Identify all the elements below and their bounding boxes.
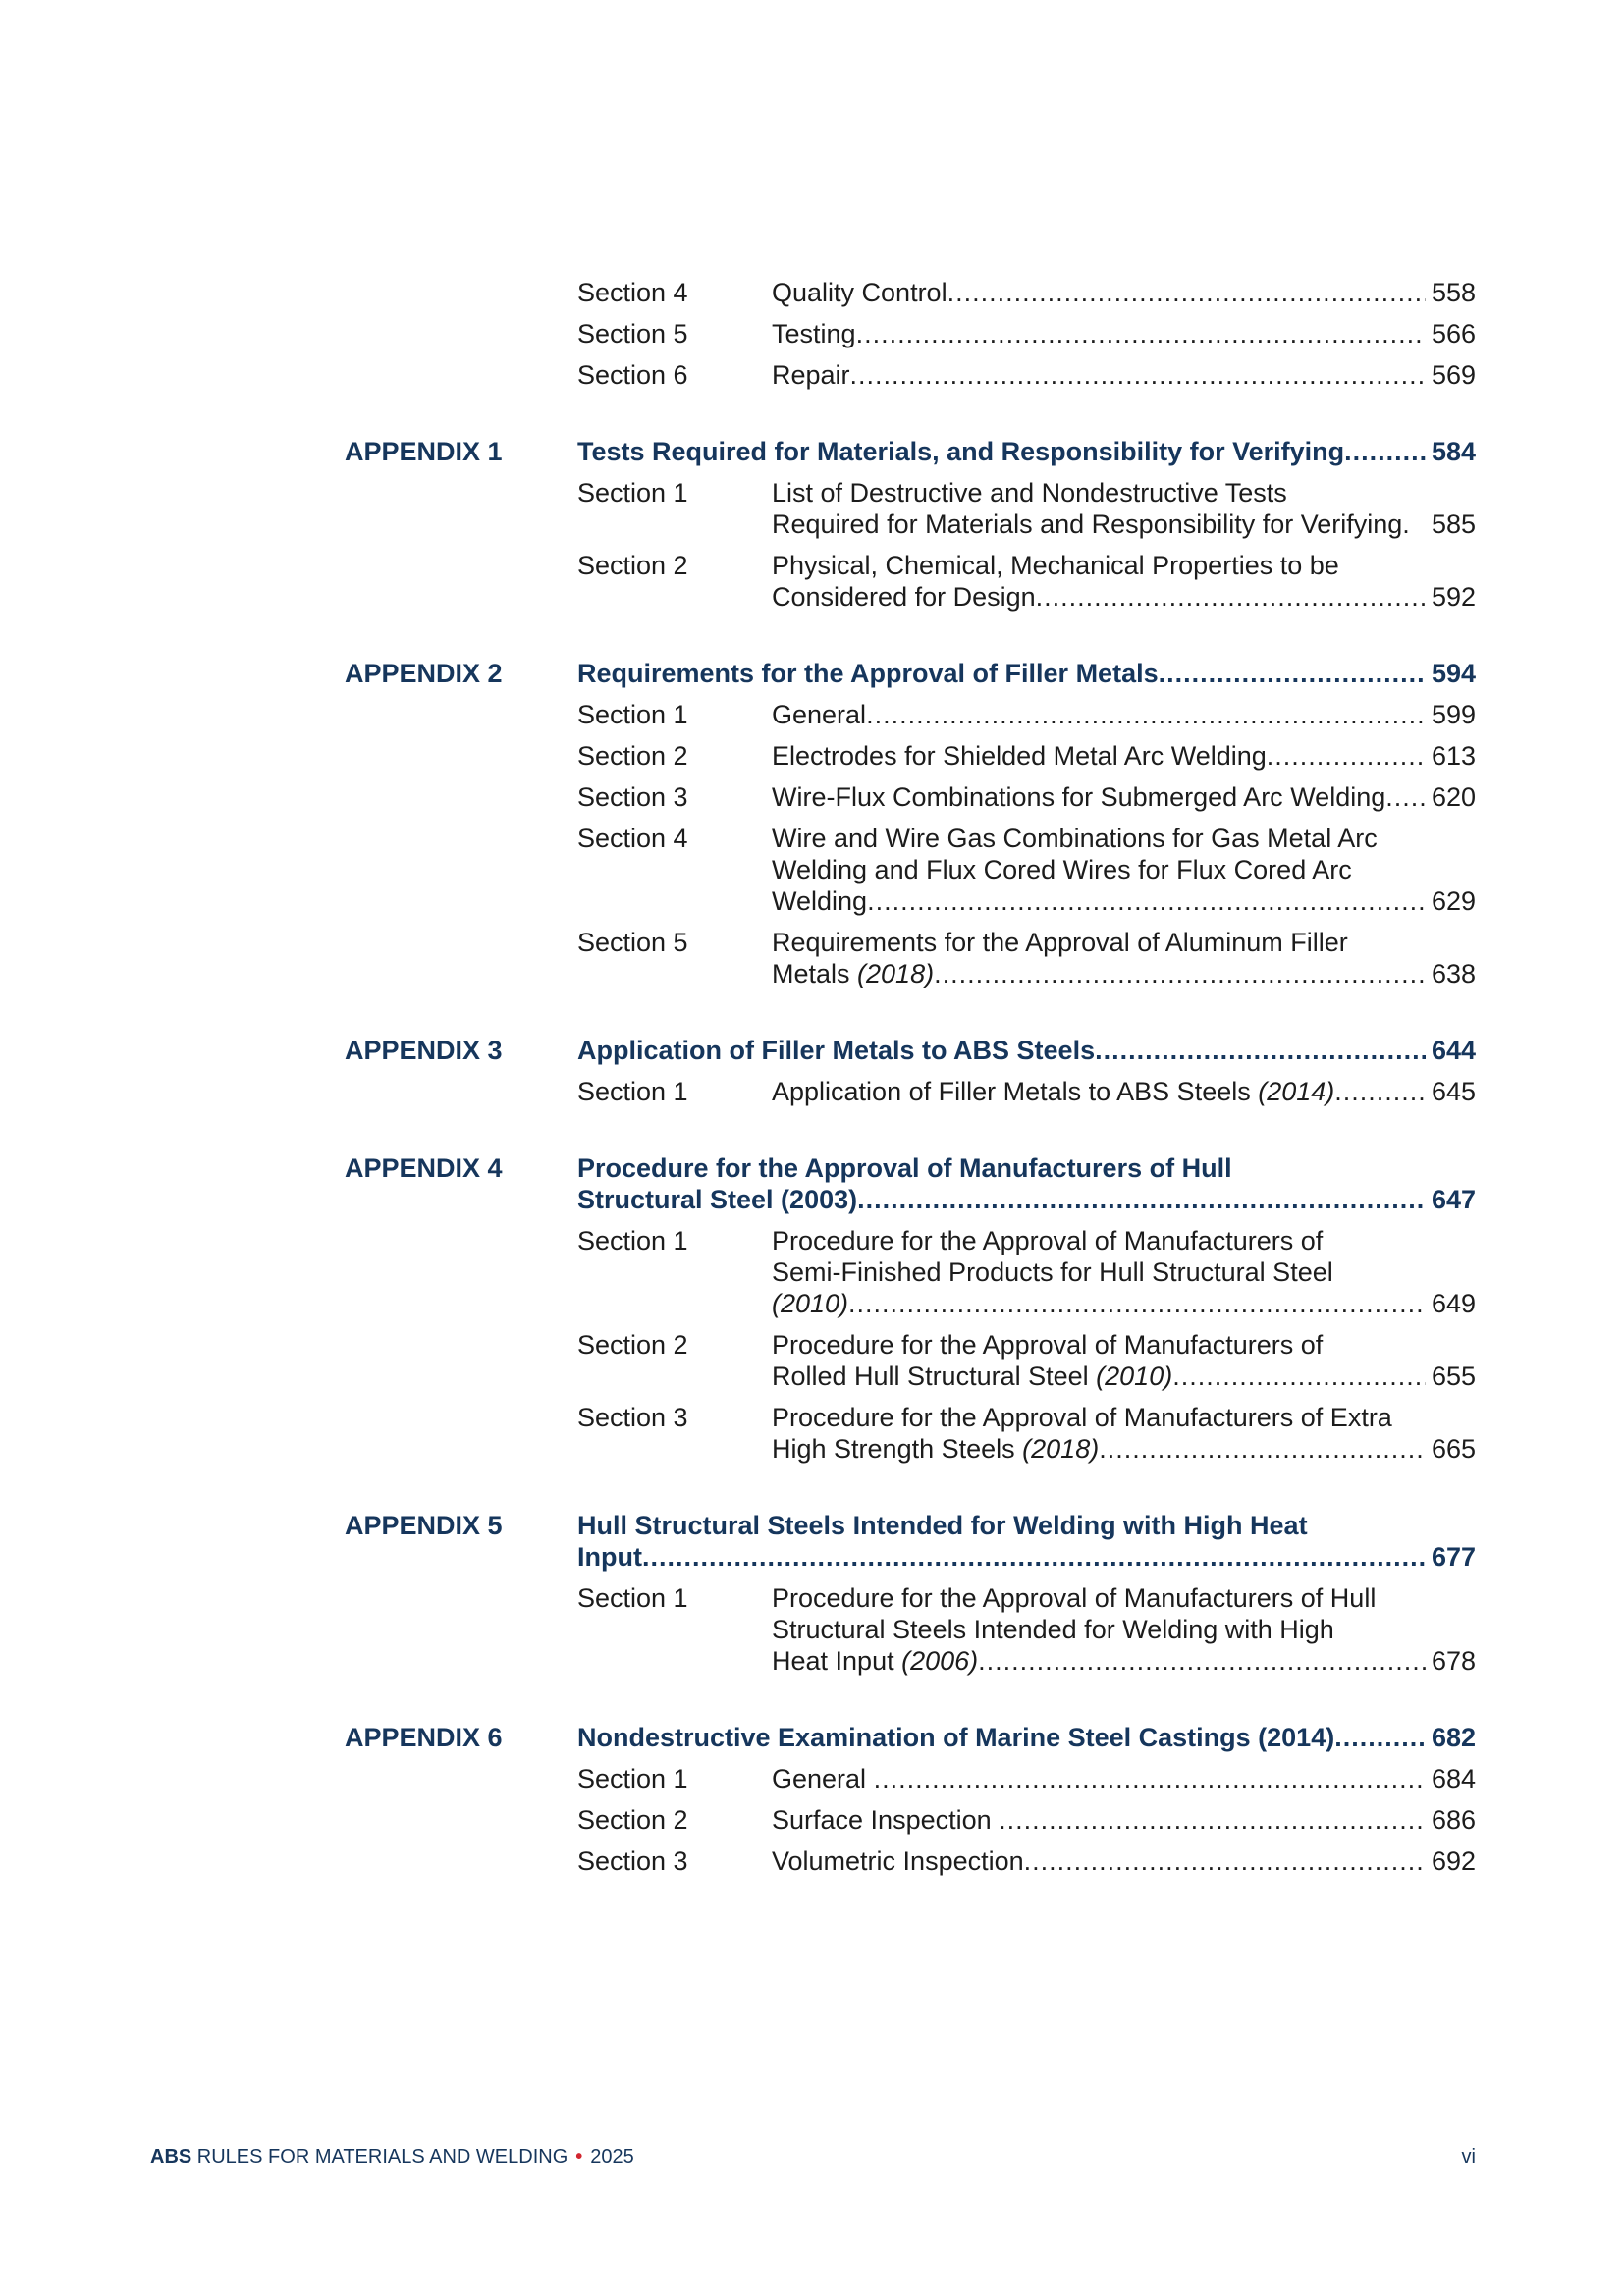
dot-leader xyxy=(1172,1361,1426,1392)
dot-leader xyxy=(1024,1845,1426,1877)
toc-appendix-heading[interactable] xyxy=(345,436,1476,467)
section-title-line xyxy=(772,1804,1476,1836)
section-title xyxy=(772,1582,1476,1677)
dot-leader xyxy=(874,1763,1426,1794)
section-label: Section 2 xyxy=(577,551,688,580)
section-page-number: 585 xyxy=(1431,509,1476,539)
toc-section-entry[interactable] xyxy=(345,927,1476,989)
appendix-page-number: 677 xyxy=(1431,1542,1476,1572)
section-title xyxy=(772,781,1476,813)
section-title xyxy=(772,1402,1476,1465)
section-title xyxy=(772,277,1476,308)
section-label: Section 3 xyxy=(577,1403,688,1432)
section-title-year-italic: (2014) xyxy=(1258,1077,1335,1106)
section-title-line xyxy=(772,477,1476,508)
dot-leader xyxy=(999,1804,1426,1836)
section-label: Section 3 xyxy=(577,782,688,812)
section-page-number: 620 xyxy=(1431,782,1476,812)
appendix-title xyxy=(577,1152,1476,1215)
dot-leader xyxy=(934,958,1426,989)
section-page-number: 655 xyxy=(1431,1362,1476,1391)
section-label: Section 1 xyxy=(577,1077,688,1106)
section-page-number: 645 xyxy=(1431,1077,1476,1106)
toc-appendix-heading[interactable] xyxy=(345,658,1476,689)
section-label: Section 2 xyxy=(577,1330,688,1360)
section-title-text: Metals xyxy=(772,959,858,988)
appendix-page-number: 594 xyxy=(1431,659,1476,688)
section-label: Section 2 xyxy=(577,741,688,771)
section-title-line xyxy=(772,581,1476,613)
section-title-line xyxy=(772,1402,1476,1433)
toc-section-entry[interactable] xyxy=(345,1329,1476,1392)
section-title-year-italic: (2018) xyxy=(857,959,935,988)
section-title-text: Requirements for the Approval of Aluminum Filler xyxy=(772,928,1348,957)
appendix-label: APPENDIX 3 xyxy=(345,1036,503,1065)
section-title-text: High Strength Steels xyxy=(772,1434,1023,1464)
section-title-text: Welding and Flux Cored Wires for Flux Cored Arc xyxy=(772,855,1352,884)
section-title-line xyxy=(772,1256,1476,1288)
section-label: Section 1 xyxy=(577,1226,688,1255)
section-label: Section 4 xyxy=(577,824,688,853)
appendix-title-text: Input xyxy=(577,1542,642,1572)
section-title-line xyxy=(772,823,1476,854)
toc-section-entry[interactable] xyxy=(345,740,1476,772)
section-title-text: Procedure for the Approval of Manufacturers of xyxy=(772,1330,1324,1360)
appendix-label: APPENDIX 1 xyxy=(345,437,503,466)
section-title-line xyxy=(772,1433,1476,1465)
section-label: Section 1 xyxy=(577,700,688,729)
appendix-title-line xyxy=(577,1035,1476,1066)
appendix-page-number: 584 xyxy=(1431,437,1476,466)
section-title xyxy=(772,550,1476,613)
footer-year: 2025 xyxy=(590,2146,634,2167)
footer-title-text: RULES FOR MATERIALS AND WELDING xyxy=(196,2146,568,2167)
section-title-text: Wire-Flux Combinations for Submerged Arc Welding xyxy=(772,782,1386,812)
section-page-number: 649 xyxy=(1431,1289,1476,1318)
dot-leader xyxy=(1036,581,1426,613)
section-title-line xyxy=(772,318,1476,349)
section-title-text: Heat Input xyxy=(772,1646,902,1676)
appendix-label: APPENDIX 2 xyxy=(345,659,503,688)
section-page-number: 599 xyxy=(1431,700,1476,729)
appendix-label: APPENDIX 6 xyxy=(345,1723,503,1752)
appendix-title-text: Tests Required for Materials, and Responsibility for Verifying xyxy=(577,437,1345,466)
section-title-year-italic: (2018) xyxy=(1022,1434,1100,1464)
appendix-title-text: Procedure for the Approval of Manufacturers of Hull xyxy=(577,1153,1232,1183)
toc-section-entry[interactable] xyxy=(345,477,1476,540)
dot-leader xyxy=(1099,1433,1426,1465)
section-title-line xyxy=(772,1845,1476,1877)
section-title-year-italic: (2010) xyxy=(772,1289,849,1318)
toc-section-entry[interactable] xyxy=(345,550,1476,613)
section-page-number: 692 xyxy=(1431,1846,1476,1876)
footer-page-number: vi xyxy=(1461,2146,1476,2167)
toc-appendix-heading[interactable] xyxy=(345,1152,1476,1215)
toc-section-entry[interactable] xyxy=(345,318,1476,349)
appendix-title-line xyxy=(577,658,1476,689)
section-title-text: Considered for Design xyxy=(772,582,1036,612)
dot-leader xyxy=(857,1184,1426,1215)
section-label: Section 4 xyxy=(577,278,688,307)
toc-appendix-heading[interactable] xyxy=(345,1035,1476,1066)
section-page-number: 684 xyxy=(1431,1764,1476,1793)
section-title-text: General xyxy=(772,700,867,729)
section-title-line xyxy=(772,1582,1476,1614)
section-title-text: Welding xyxy=(772,886,868,916)
toc-section-entry[interactable] xyxy=(345,1225,1476,1319)
section-title xyxy=(772,1763,1476,1794)
appendix-title-line xyxy=(577,1722,1476,1753)
section-title xyxy=(772,1804,1476,1836)
dot-leader xyxy=(642,1541,1426,1573)
abs-brand-text: ABS xyxy=(150,2146,192,2167)
section-title-text: Semi-Finished Products for Hull Structural Steel xyxy=(772,1257,1333,1287)
section-title-text: Physical, Chemical, Mechanical Properties to be xyxy=(772,551,1339,580)
section-page-number: 638 xyxy=(1431,959,1476,988)
toc-section-entry[interactable] xyxy=(345,1402,1476,1465)
toc-section-entry[interactable] xyxy=(345,1804,1476,1836)
appendix-page-number: 682 xyxy=(1431,1723,1476,1752)
section-title-line xyxy=(772,1288,1476,1319)
appendix-title-text: Hull Structural Steels Intended for Welding with High Heat xyxy=(577,1511,1308,1540)
section-title-text: Surface Inspection xyxy=(772,1805,1000,1835)
section-title-text: Procedure for the Approval of Manufacturers of xyxy=(772,1226,1324,1255)
section-page-number: 686 xyxy=(1431,1805,1476,1835)
appendix-title-text: Application of Filler Metals to ABS Steels xyxy=(577,1036,1096,1065)
section-title-line xyxy=(772,1614,1476,1645)
toc-section-entry[interactable] xyxy=(345,1763,1476,1794)
section-label: Section 3 xyxy=(577,1846,688,1876)
section-title-text: Volumetric Inspection xyxy=(772,1846,1024,1876)
section-title-text: List of Destructive and Nondestructive Tests xyxy=(772,478,1287,507)
section-page-number: 592 xyxy=(1431,582,1476,612)
section-page-number: 558 xyxy=(1431,278,1476,307)
section-title xyxy=(772,1845,1476,1877)
section-title-line xyxy=(772,781,1476,813)
section-title-year-italic: (2006) xyxy=(901,1646,979,1676)
appendix-title-line xyxy=(577,1184,1476,1215)
section-title-text: General xyxy=(772,1764,874,1793)
appendix-title xyxy=(577,436,1476,467)
section-label: Section 6 xyxy=(577,360,688,390)
toc-section-entry[interactable] xyxy=(345,1845,1476,1877)
appendix-title-line xyxy=(577,1152,1476,1184)
section-title-line xyxy=(772,1329,1476,1361)
section-title-line xyxy=(772,359,1476,391)
footer-bullet-separator: • xyxy=(575,2146,583,2167)
section-title-line xyxy=(772,1076,1476,1107)
dot-leader xyxy=(947,277,1426,308)
section-title xyxy=(772,740,1476,772)
section-title-line xyxy=(772,1763,1476,1794)
dot-leader xyxy=(856,318,1426,349)
section-title-text: Quality Control xyxy=(772,278,947,307)
section-title xyxy=(772,823,1476,917)
section-label: Section 2 xyxy=(577,1805,688,1835)
section-title-text: Rolled Hull Structural Steel xyxy=(772,1362,1097,1391)
dot-leader xyxy=(866,699,1426,730)
section-title-line xyxy=(772,854,1476,885)
section-title-line xyxy=(772,550,1476,581)
appendix-page-number: 644 xyxy=(1431,1036,1476,1065)
toc-section-entry[interactable] xyxy=(345,1076,1476,1107)
section-title-line xyxy=(772,699,1476,730)
toc-section-entry[interactable] xyxy=(345,277,1476,308)
section-title xyxy=(772,927,1476,989)
section-title xyxy=(772,1225,1476,1319)
section-label: Section 5 xyxy=(577,319,688,348)
section-page-number: 566 xyxy=(1431,319,1476,348)
section-title xyxy=(772,1329,1476,1392)
section-page-number: 629 xyxy=(1431,886,1476,916)
appendix-title-line xyxy=(577,1541,1476,1573)
section-title-text: Electrodes for Shielded Metal Arc Welding xyxy=(772,741,1267,771)
section-title-line xyxy=(772,927,1476,958)
section-title-year-italic: (2010) xyxy=(1096,1362,1173,1391)
section-title-text: Wire and Wire Gas Combinations for Gas Metal Arc xyxy=(772,824,1378,853)
dot-leader xyxy=(867,885,1426,917)
section-title-line xyxy=(772,277,1476,308)
dot-leader xyxy=(1334,1722,1426,1753)
table-of-contents xyxy=(345,277,1476,1887)
dot-leader xyxy=(1095,1035,1426,1066)
section-title xyxy=(772,477,1476,540)
section-page-number: 678 xyxy=(1431,1646,1476,1676)
section-title-text: Application of Filler Metals to ABS Steels xyxy=(772,1077,1259,1106)
page-footer xyxy=(150,2146,1476,2168)
toc-section-entry[interactable] xyxy=(345,359,1476,391)
section-title-text: Procedure for the Approval of Manufacturers of Hull xyxy=(772,1583,1377,1613)
dot-leader xyxy=(848,1288,1426,1319)
toc-appendix-heading[interactable] xyxy=(345,1510,1476,1573)
section-title-line xyxy=(772,1225,1476,1256)
dot-leader xyxy=(1159,658,1426,689)
dot-leader xyxy=(1344,436,1426,467)
section-title-text: Procedure for the Approval of Manufacturers of Extra xyxy=(772,1403,1392,1432)
appendix-label: APPENDIX 4 xyxy=(345,1153,503,1183)
toc-section-entry[interactable] xyxy=(345,699,1476,730)
section-title-text: Structural Steels Intended for Welding with High xyxy=(772,1615,1334,1644)
section-title-line xyxy=(772,1645,1476,1677)
section-title-text: Testing xyxy=(772,319,856,348)
section-title-line xyxy=(772,1361,1476,1392)
section-title-line xyxy=(772,885,1476,917)
appendix-title-text: Structural Steel (2003) xyxy=(577,1185,858,1214)
dot-leader xyxy=(978,1645,1426,1677)
dot-leader xyxy=(850,359,1426,391)
toc-appendix-heading[interactable] xyxy=(345,1722,1476,1753)
dot-leader xyxy=(1267,740,1426,772)
toc-section-entry[interactable] xyxy=(345,823,1476,917)
section-label: Section 1 xyxy=(577,1764,688,1793)
section-title-text: Required for Materials and Responsibility for Verifying. xyxy=(772,509,1410,539)
appendix-title-line xyxy=(577,436,1476,467)
section-page-number: 665 xyxy=(1431,1434,1476,1464)
appendix-page-number: 647 xyxy=(1431,1185,1476,1214)
appendix-title-text: Requirements for the Approval of Filler Metals xyxy=(577,659,1159,688)
footer-rule-title xyxy=(150,2146,634,2168)
section-title-text: Repair xyxy=(772,360,850,390)
section-title xyxy=(772,699,1476,730)
section-title xyxy=(772,318,1476,349)
appendix-title xyxy=(577,1510,1476,1573)
section-title-line xyxy=(772,508,1476,540)
appendix-title-line xyxy=(577,1510,1476,1541)
toc-section-entry[interactable] xyxy=(345,1582,1476,1677)
appendix-title xyxy=(577,658,1476,689)
section-label: Section 5 xyxy=(577,928,688,957)
section-title-line xyxy=(772,958,1476,989)
section-title xyxy=(772,359,1476,391)
appendix-title xyxy=(577,1035,1476,1066)
appendix-title-text: Nondestructive Examination of Marine Steel Castings (2014) xyxy=(577,1723,1335,1752)
section-page-number: 613 xyxy=(1431,741,1476,771)
dot-leader xyxy=(1385,781,1426,813)
appendix-title xyxy=(577,1722,1476,1753)
dot-leader xyxy=(1334,1076,1426,1107)
section-label: Section 1 xyxy=(577,1583,688,1613)
section-page-number: 569 xyxy=(1431,360,1476,390)
section-title-line xyxy=(772,740,1476,772)
appendix-label: APPENDIX 5 xyxy=(345,1511,503,1540)
section-label: Section 1 xyxy=(577,478,688,507)
section-title xyxy=(772,1076,1476,1107)
toc-section-entry[interactable] xyxy=(345,781,1476,813)
